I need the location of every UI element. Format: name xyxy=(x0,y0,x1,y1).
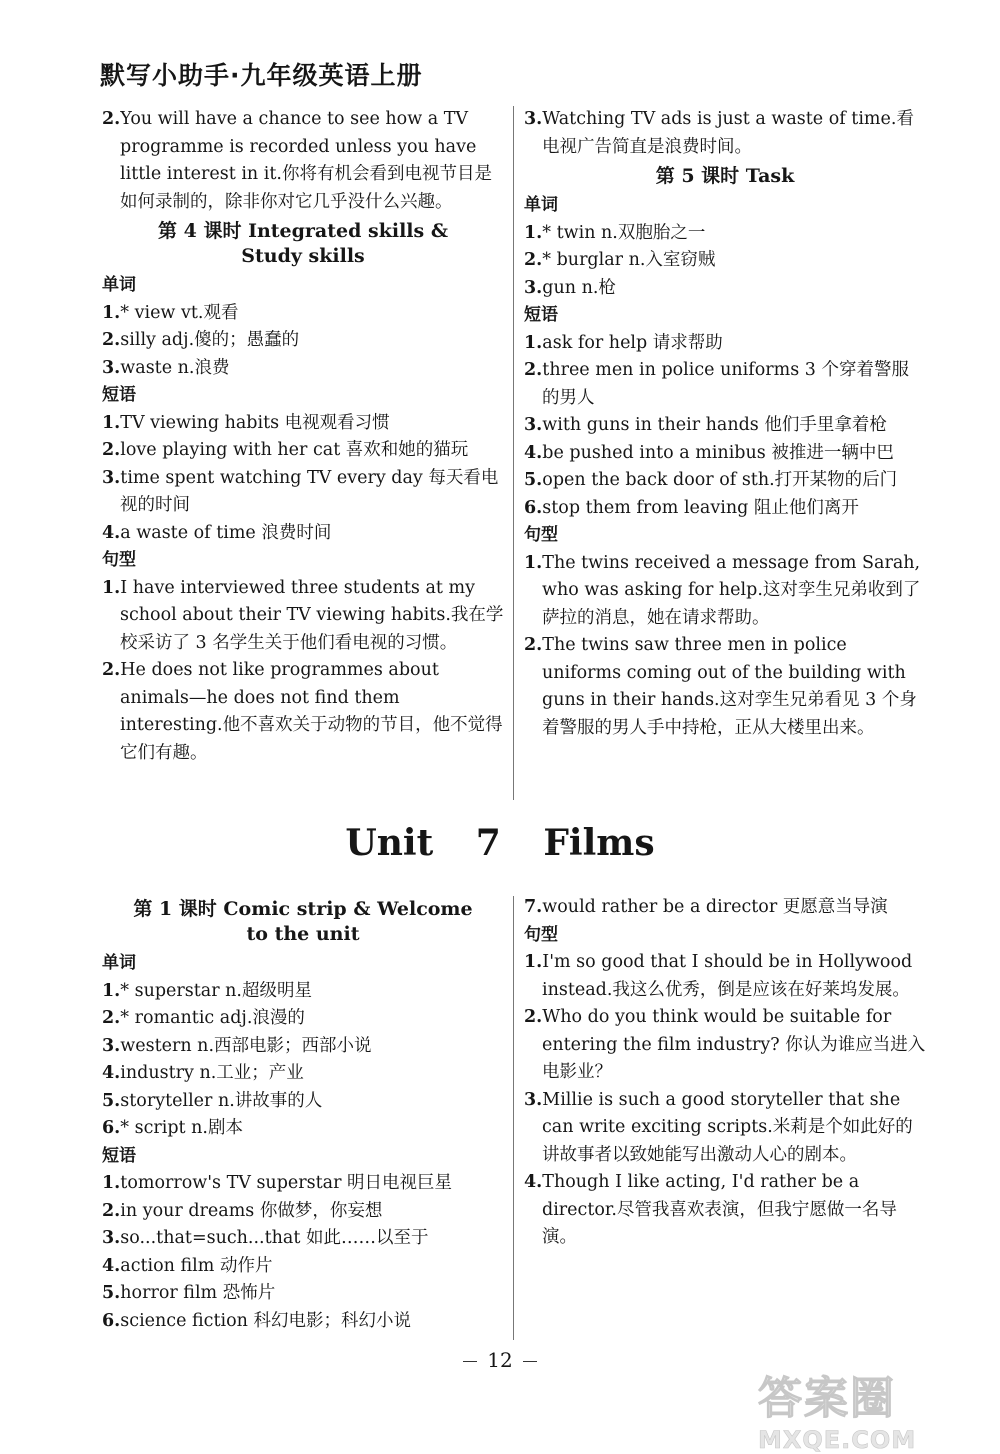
list-item: 1.I'm so good that I should be in Hollywood instead.我这么优秀，倒是应该在好莱坞发展。 xyxy=(524,952,913,1000)
list-item: 1.TV viewing habits 电视观看习惯 xyxy=(102,412,390,433)
column-divider xyxy=(513,106,514,800)
list-item: 3.Watching TV ads is just a waste of time.看电视广告简直是浪费时间。 xyxy=(524,109,914,157)
list-item: 2.He does not like programmes about animals—he does not find them interesting.他不喜欢关于动物的节目，他不觉得它们有趣。 xyxy=(102,660,503,763)
list-item: 6.* script n.剧本 xyxy=(102,1118,243,1138)
list-item: 1.ask for help 请求帮助 xyxy=(524,332,723,353)
lesson-title-cont: to the unit xyxy=(246,923,360,945)
list-item: 4.action film 动作片 xyxy=(102,1255,273,1276)
watermark-logo-text: 答案圈 xyxy=(758,1373,896,1424)
list-item: 1.* view vt.观看 xyxy=(102,302,239,323)
list-item: 3.Millie is such a good storyteller that she can write exciting scripts.米莉是个如此好的讲故事者以致她能写出激动人心的剧本。 xyxy=(524,1089,913,1165)
list-item: 5.open the back door of sth.打开某物的后门 xyxy=(524,470,898,490)
top-right-column xyxy=(524,106,926,742)
list-item: 2.You will have a chance to see how a TV programme is recorded unless you have little interest in it.你将有机会看到电视节目是如何录制的，除非你对它几乎没什么兴趣。 xyxy=(102,109,492,212)
lesson-title: 第 4 课时 Integrated skills & xyxy=(158,220,448,242)
list-item: 4.a waste of time 浪费时间 xyxy=(102,522,332,543)
list-item: 5.storyteller n.讲故事的人 xyxy=(102,1090,323,1111)
list-item: 2.The twins saw three men in police uniforms coming out of the building with guns in their hands.这对孪生兄弟看见 3 个身着警服的男人手中持枪，正从大楼里出来。 xyxy=(524,635,917,738)
lesson-title-cont: Study skills xyxy=(241,245,365,267)
section-heading: 句型 xyxy=(102,550,136,570)
section-heading: 短语 xyxy=(524,305,558,325)
unit-title: Unit 7 Films xyxy=(345,822,655,864)
dash-right xyxy=(523,1361,537,1362)
section-heading: 单词 xyxy=(102,953,136,973)
watermark-site-text: MXQE.COM xyxy=(758,1426,917,1454)
list-item: 2.* burglar n.入室窃贼 xyxy=(524,250,716,270)
list-item: 1.* twin n.双胞胎之一 xyxy=(524,222,706,243)
list-item: 3.waste n.浪费 xyxy=(102,357,230,378)
page-header: 默写小助手·九年级英语上册 xyxy=(100,61,423,90)
list-item: 3.western n.西部电影；西部小说 xyxy=(102,1035,372,1056)
list-item: 2.three men in police uniforms 3 个穿着警服的男人 xyxy=(524,360,909,408)
list-item: 1.The twins received a message from Sarah, who was asking for help.这对孪生兄弟收到了萨拉的消息，她在请求帮助。 xyxy=(524,552,921,628)
list-item: 4.Though I like acting, I'd rather be a director.尽管我喜欢表演，但我宁愿做一名导演。 xyxy=(524,1172,897,1247)
list-item: 6.science fiction 科幻电影；科幻小说 xyxy=(102,1310,411,1331)
list-item: 1.* superstar n.超级明星 xyxy=(102,980,312,1001)
watermark-logo xyxy=(758,1362,978,1454)
list-item: 5.horror film 恐怖片 xyxy=(102,1283,276,1303)
list-item: 3.so...that=such...that 如此……以至于 xyxy=(102,1228,429,1248)
section-heading: 短语 xyxy=(102,1145,136,1166)
section-heading: 句型 xyxy=(524,924,558,945)
list-item: 2.Who do you think would be suitable for entering the film industry? 你认为谁应当进入电影业？ xyxy=(524,1007,926,1082)
bottom-right-column xyxy=(524,894,926,1252)
section-heading: 句型 xyxy=(524,525,558,545)
dash-left xyxy=(463,1361,477,1362)
lesson-title: 第 1 课时 Comic strip & Welcome xyxy=(133,898,473,920)
list-item: 1.I have interviewed three students at my school about their TV viewing habits.我在学校采访了 3 名学生关于他们看电视的习惯。 xyxy=(102,577,504,653)
list-item: 2.in your dreams 你做梦，你妄想 xyxy=(102,1200,383,1221)
section-heading: 短语 xyxy=(102,385,136,405)
list-item: 1.tomorrow's TV superstar 明日电视巨星 xyxy=(102,1173,453,1193)
list-item: 6.stop them from leaving 阻止他们离开 xyxy=(524,497,859,518)
lesson-title: 第 5 课时 Task xyxy=(655,165,795,187)
list-item: 3.gun n.枪 xyxy=(524,277,616,298)
list-item: 2.love playing with her cat 喜欢和她的猫玩 xyxy=(102,440,469,460)
list-item: 4.industry n.工业；产业 xyxy=(102,1063,304,1083)
list-item: 2.silly adj.傻的；愚蠢的 xyxy=(102,330,300,350)
list-item: 7.would rather be a director 更愿意当导演 xyxy=(524,897,888,917)
list-item: 2.* romantic adj.浪漫的 xyxy=(102,1008,305,1028)
list-item: 3.with guns in their hands 他们手里拿着枪 xyxy=(524,415,887,435)
column-divider xyxy=(513,896,514,1340)
section-heading: 单词 xyxy=(102,275,136,295)
page-number: 12 xyxy=(0,1348,1000,1372)
section-heading: 单词 xyxy=(524,195,558,215)
list-item: 4.be pushed into a minibus 被推进一辆中巴 xyxy=(524,442,894,463)
top-left-column xyxy=(102,106,504,767)
bottom-left-column xyxy=(102,894,504,1335)
list-item: 3.time spent watching TV every day 每天看电视的时间 xyxy=(102,467,499,515)
